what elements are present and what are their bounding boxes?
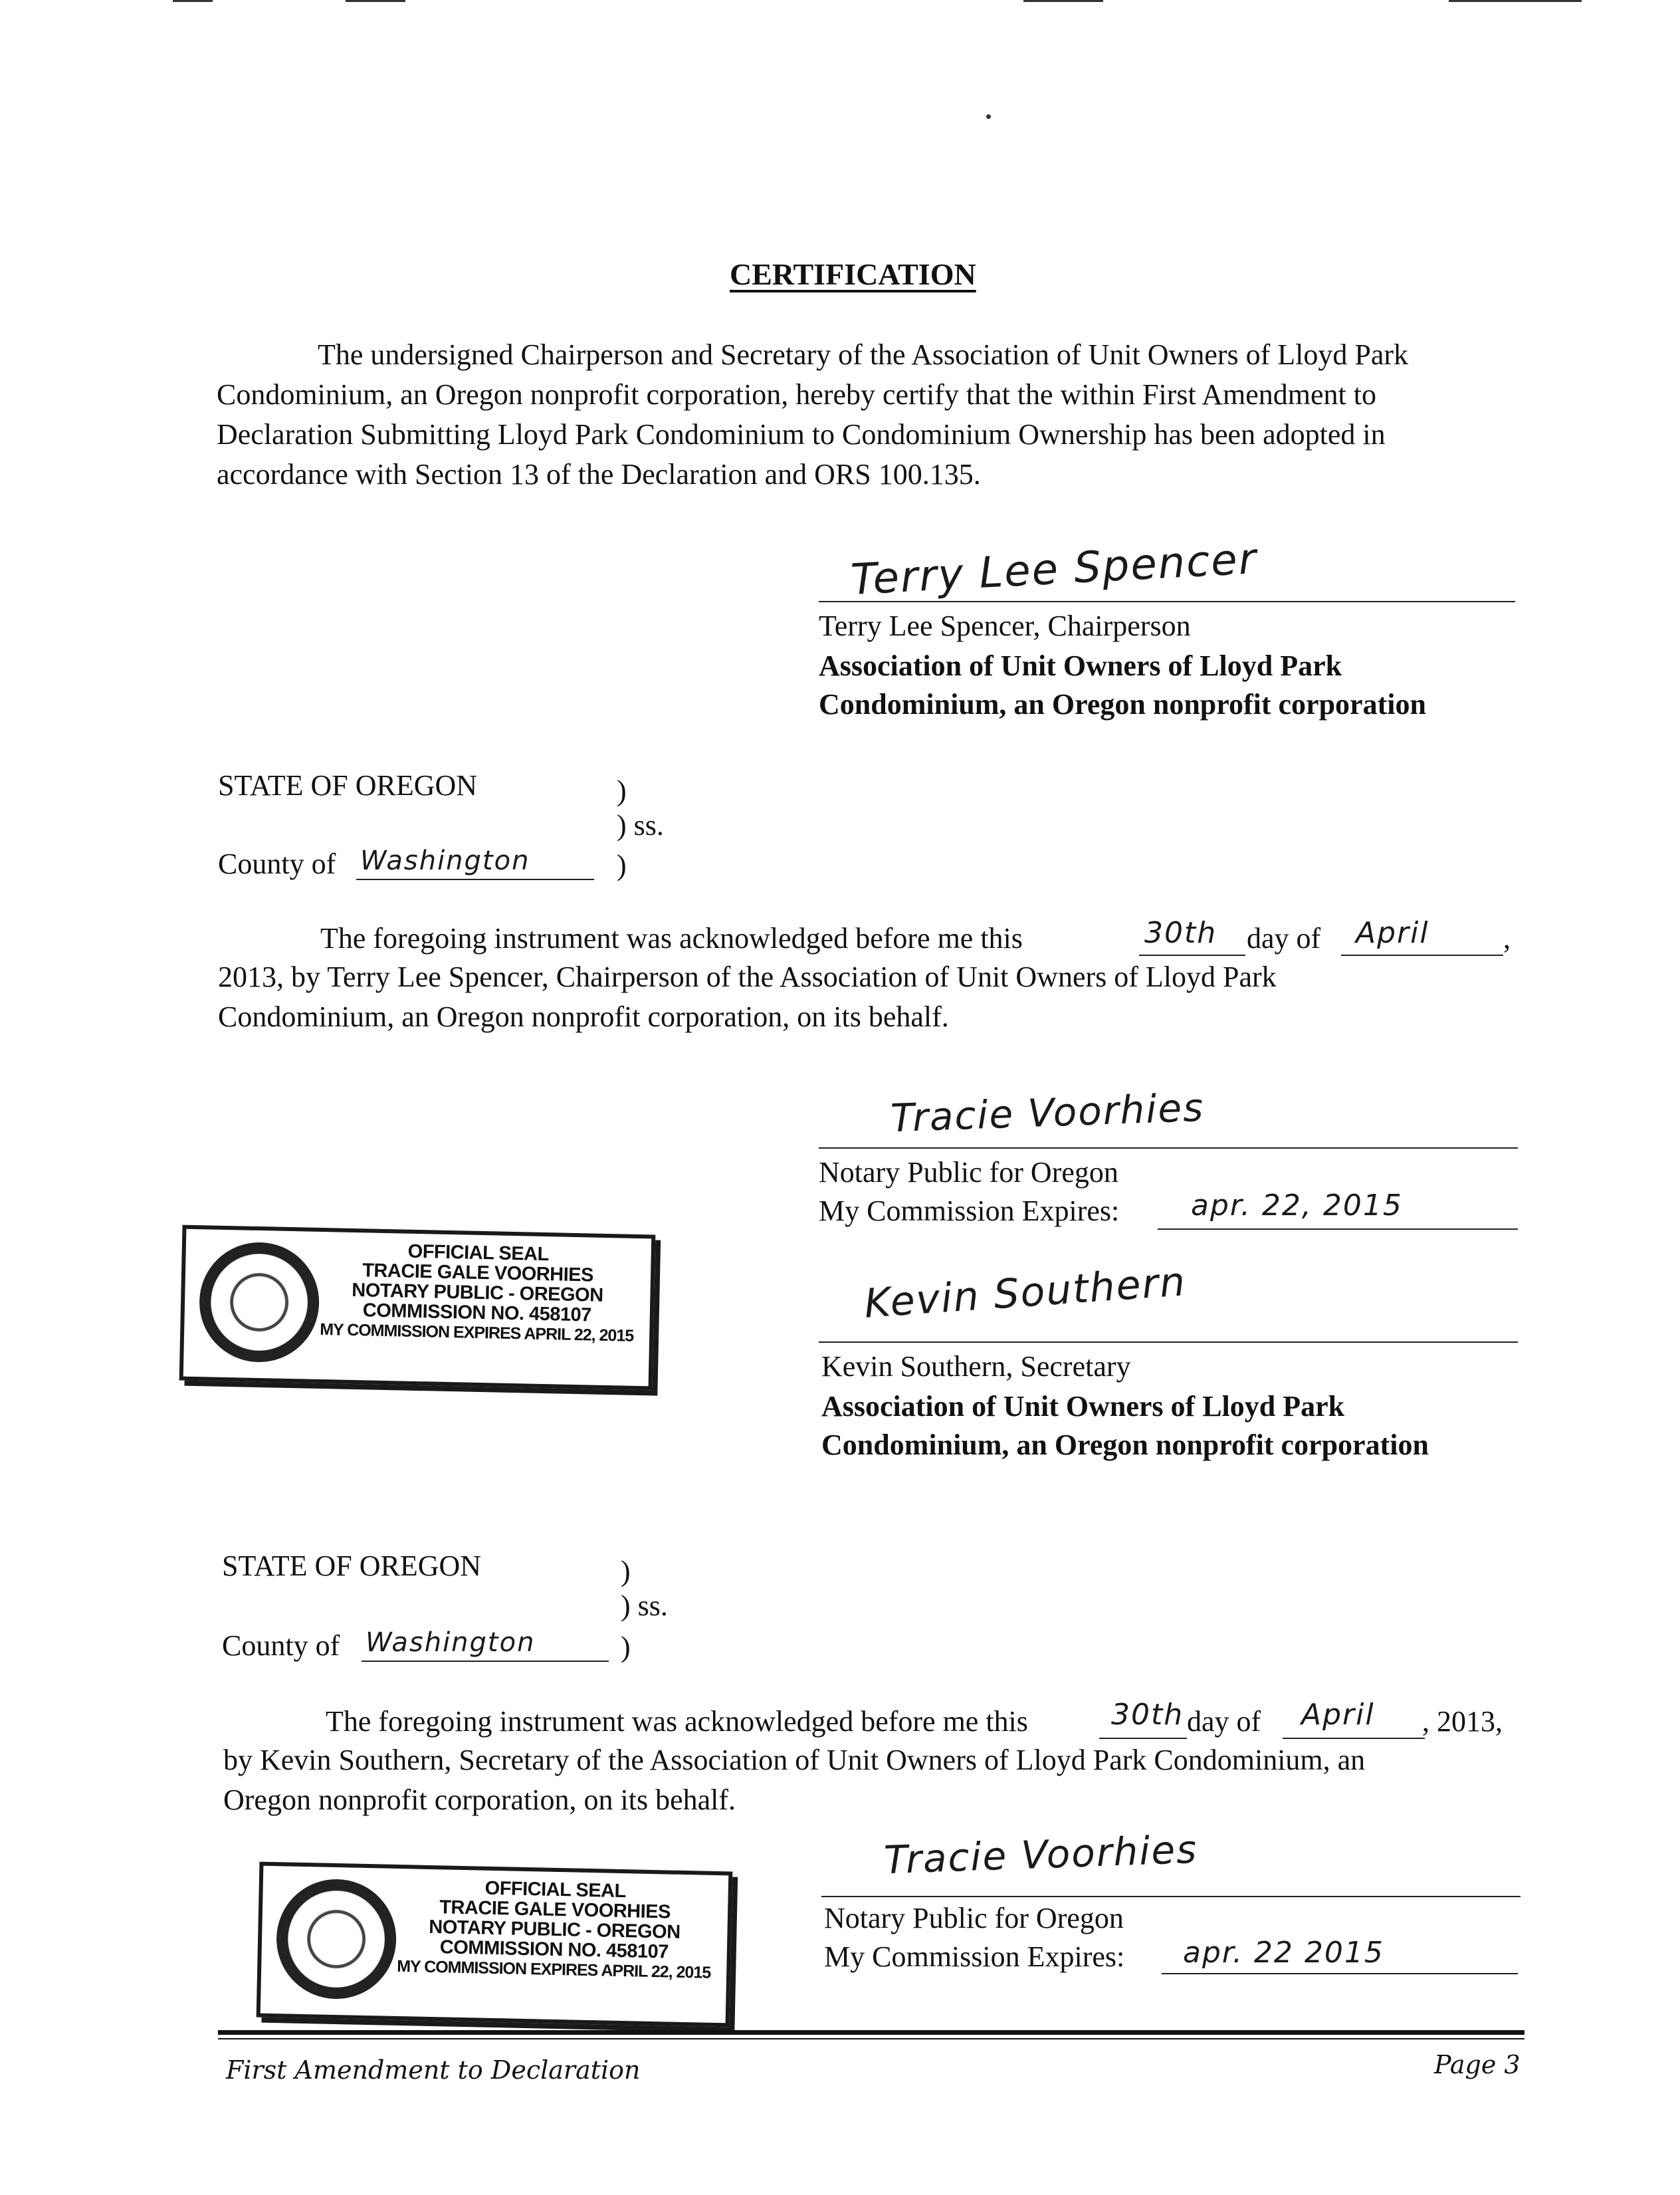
county-line <box>362 1661 609 1662</box>
notary2-expires-label: My Commission Expires: <box>824 1940 1125 1973</box>
secretary-name: Kevin Southern, Secretary <box>821 1350 1131 1383</box>
footer-rule <box>218 2030 1524 2035</box>
secretary-org-line2: Condominium, an Oregon nonprofit corporation <box>821 1429 1429 1461</box>
state-seal-emblem <box>198 1241 320 1363</box>
signature-chairperson: Terry Lee Spencer <box>849 534 1259 605</box>
intro-line: The undersigned Chairperson and Secretary of the Association of Unit Owners of Lloyd Park <box>318 338 1409 371</box>
notary2-title: Notary Public for Oregon <box>824 1902 1124 1934</box>
ack2-year: , 2013, <box>1422 1705 1503 1738</box>
signature-line-secretary <box>819 1341 1518 1343</box>
seal-line: TRACIE GALE VOORHIES <box>362 1260 594 1286</box>
notary1-expires-value: apr. 22, 2015 <box>1191 1189 1403 1222</box>
scan-artifact <box>1023 0 1103 2</box>
notary2-expires-line <box>1162 1973 1518 1974</box>
venue-paren: ) <box>617 774 627 807</box>
notary1-expires-line <box>1158 1228 1518 1230</box>
footer-page-number: Page 3 <box>1434 2050 1521 2079</box>
ack2-day-line <box>1099 1738 1187 1739</box>
ack1-day-line <box>1139 955 1245 956</box>
ack1-line3: Condominium, an Oregon nonprofit corporation, on its behalf. <box>218 1000 949 1033</box>
seal-line: MY COMMISSION EXPIRES APRIL 22, 2015 <box>396 1956 711 1982</box>
ack1-month-line <box>1341 955 1503 956</box>
seal-text <box>304 1239 651 1346</box>
seal-line: OFFICIAL SEAL <box>484 1877 627 1903</box>
seal-line: OFFICIAL SEAL <box>407 1240 550 1266</box>
seal-line: COMMISSION NO. 458107 <box>439 1936 669 1963</box>
ack2-line2: by Kevin Southern, Secretary of the Association of Unit Owners of Lloyd Park Condominium, an <box>223 1744 1366 1776</box>
ack1-month: April <box>1356 916 1429 950</box>
venue-ss: ) ss. <box>621 1589 668 1622</box>
intro-line: Declaration Submitting Lloyd Park Condominium to Condominium Ownership has been adopted in <box>217 418 1386 451</box>
ack2-day: 30th <box>1111 1698 1184 1732</box>
county-line <box>356 879 594 880</box>
notary1-signature: Tracie Voorhies <box>889 1084 1206 1141</box>
ack2-month-line <box>1283 1738 1425 1739</box>
seal-line: MY COMMISSION EXPIRES APRIL 22, 2015 <box>319 1320 634 1345</box>
venue-paren: ) <box>621 1555 631 1587</box>
signature-line-chairperson <box>819 601 1515 602</box>
ack2-day-of: day of <box>1187 1705 1261 1738</box>
notary1-expires-label: My Commission Expires: <box>819 1195 1120 1227</box>
secretary-org-line1: Association of Unit Owners of Lloyd Park <box>821 1390 1345 1423</box>
venue-paren: ) <box>617 849 627 881</box>
ack1-day: 30th <box>1144 916 1217 950</box>
seal-line: COMMISSION NO. 458107 <box>362 1300 592 1326</box>
ack1-day-of: day of <box>1247 922 1321 955</box>
seal-line: NOTARY PUBLIC - OREGON <box>352 1279 603 1306</box>
chairperson-name: Terry Lee Spencer, Chairperson <box>819 610 1191 642</box>
intro-line: Condominium, an Oregon nonprofit corporation, hereby certify that the within First Amendment to <box>217 378 1377 411</box>
notary1-title: Notary Public for Oregon <box>819 1156 1118 1189</box>
page-title: CERTIFICATION <box>730 257 976 291</box>
venue-county-value: Washington <box>360 846 530 876</box>
state-seal-emblem <box>275 1878 397 2000</box>
notary-seal <box>179 1225 656 1391</box>
ack1-prefix: The foregoing instrument was acknowledged before me this <box>320 922 1023 955</box>
footer-document-title: First Amendment to Declaration <box>226 2055 641 2085</box>
notary1-signature-line <box>819 1147 1518 1149</box>
venue-county-label: County of <box>222 1629 340 1662</box>
chairperson-org-line2: Condominium, an Oregon nonprofit corporation <box>819 688 1426 721</box>
scan-artifact <box>986 114 991 119</box>
notary2-expires-value: apr. 22 2015 <box>1183 1936 1384 1970</box>
notary2-signature-line <box>821 1896 1521 1897</box>
seal-text <box>381 1876 728 1983</box>
venue-paren: ) <box>621 1631 631 1663</box>
scan-artifact <box>173 0 213 2</box>
venue-state: STATE OF OREGON <box>218 769 478 802</box>
footer-rule-thin <box>218 2038 1524 2039</box>
ack1-line2: 2013, by Terry Lee Spencer, Chairperson of the Association of Unit Owners of Lloyd Park <box>218 961 1277 993</box>
venue-county-label: County of <box>218 848 336 880</box>
venue-county-value: Washington <box>366 1627 536 1658</box>
venue-ss: ) ss. <box>617 809 664 842</box>
ack1-comma: , <box>1503 922 1511 955</box>
seal-line: TRACIE GALE VOORHIES <box>439 1897 671 1923</box>
scan-artifact <box>346 0 405 2</box>
intro-paragraph <box>217 335 1519 495</box>
notary-seal <box>257 1862 733 2027</box>
scan-artifact <box>1449 0 1582 2</box>
notary2-signature: Tracie Voorhies <box>883 1826 1199 1883</box>
signature-secretary: Kevin Southern <box>863 1258 1188 1328</box>
seal-line: NOTARY PUBLIC - OREGON <box>429 1916 681 1943</box>
venue-state: STATE OF OREGON <box>222 1550 482 1582</box>
ack2-line3: Oregon nonprofit corporation, on its behalf. <box>223 1784 736 1816</box>
ack2-month: April <box>1301 1698 1375 1732</box>
chairperson-org-line1: Association of Unit Owners of Lloyd Park <box>819 649 1342 682</box>
intro-line: accordance with Section 13 of the Declaration and ORS 100.135. <box>217 458 981 491</box>
ack2-prefix: The foregoing instrument was acknowledged before me this <box>326 1705 1028 1738</box>
